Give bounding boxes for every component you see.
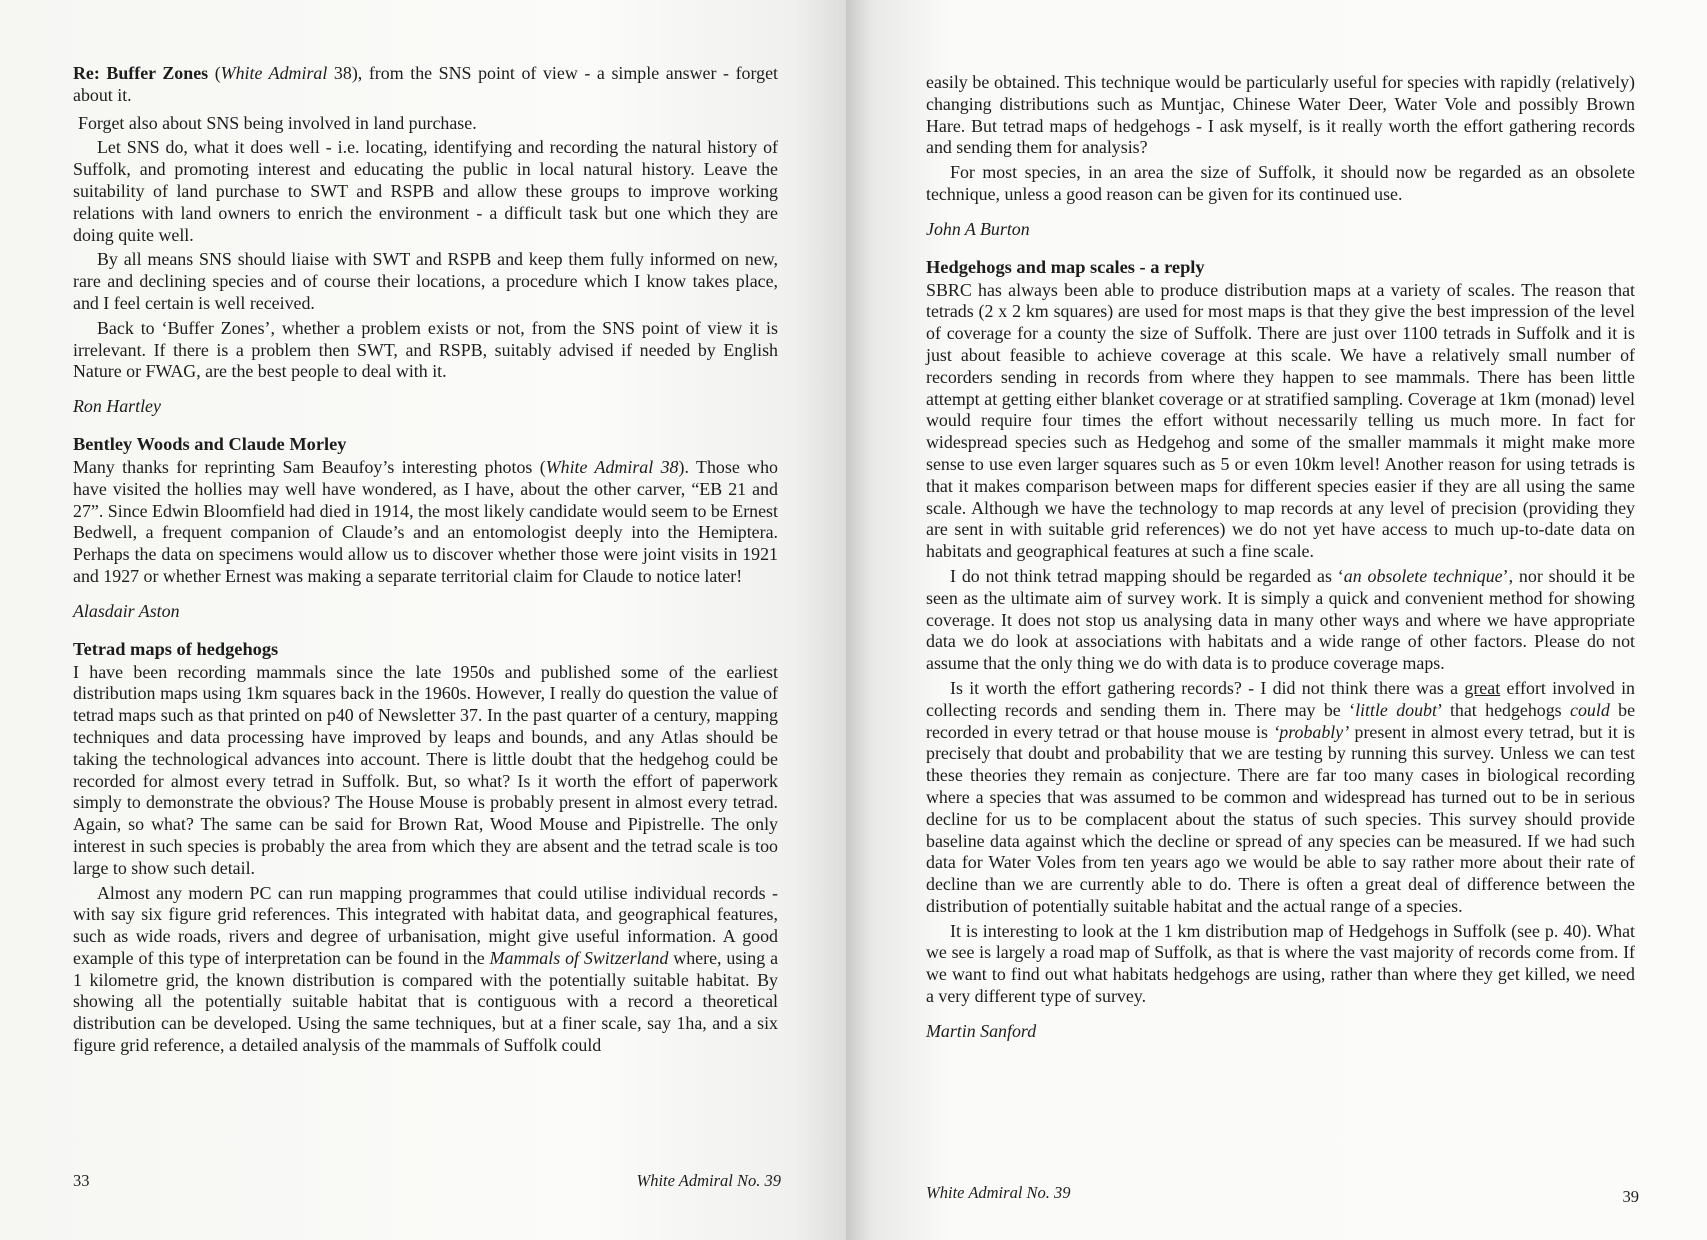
bentley-signature: Alasdair Aston <box>73 600 180 621</box>
tetrad-paragraph-b: where, using a 1 kilometre grid, the known distribution is compared with the potentially suitable habitat. By showing all the potentially suitable habitat that is contiguous with a record a theoretical distribution can be developed. Using the same techniques, but at a finer scale, say 1ha, and a six figure grid reference, a detailed analysis of the mammals of Suffolk could <box>73 947 779 1056</box>
reply-heading: Hedgehogs and map scales - a reply <box>926 256 1205 277</box>
right-page <box>846 0 1707 1240</box>
buffer-zones-signature: Ron Hartley <box>73 396 161 417</box>
bentley-paragraph <box>73 457 778 588</box>
reply-paragraph: SBRC has always been able to produce distribution maps at a variety of scales. The reason that tetrads (2 x 2 km squares) are used for most maps is that they give the best impression of the level of coverage for a county the size of Suffolk. There are just over 1100 tetrads in Suffolk and it is just about feasible to achieve coverage at this scale. We have a relatively small number of recorders sending in records from where they happen to see mammals. There has been little attempt at getting either blanket coverage or at stratified sampling. Coverage at 1km (monad) level would require four times the effort without necessarily telling us much more. In fact for widespread species such as Hedgehog and some of the smaller mammals it might make more sense to use even larger squares such as 5 or even 10km level! Another reason for using tetrads is that it makes comparison between maps for different species easier if they are all using the same scale. Although we have the technology to map records at any level of precision (providing they are sent in with suitable grid references) we do not yet have access to much up-to-date data on habitats and geographical features at such a fine scale. <box>926 279 1635 562</box>
running-footer-left: White Admiral No. 39 <box>636 1171 781 1190</box>
reply-p3-em3: ‘probably’ <box>1273 721 1350 742</box>
buffer-zones-paragraph: Back to ‘Buffer Zones’, whether a problem exists or not, from the SNS point of view it is irrelevant. If there is a problem then SWT, and RSPB, suitably advised if needed by English Nature or FWAG, are the best people to deal with it. <box>73 317 778 382</box>
bentley-paragraph-journal: White Admiral 38 <box>545 456 679 477</box>
reply-p3-b: effort involved in collecting records and sending them in. There may be ‘ <box>926 677 1635 720</box>
reply-paragraph <box>926 678 1635 918</box>
continuation-signature: John A Burton <box>926 218 1030 239</box>
reply-p3-em2: could <box>1570 699 1610 720</box>
reply-p3-a: Is it worth the effort gathering records? - I did not think there was a <box>950 677 1465 698</box>
bentley-paragraph-b: ). Those who have visited the hollies may well have wondered, as I have, about the other carver, “EB 21 and 27”. Since Edwin Bloomfield had died in 1914, the most likely candidate would seem to be Ernest Bedwell, a frequent companion of Claude’s and an entomologist deeply into the Hemiptera. Perhaps the data on specimens would allow us to discover whether those were joint visits in 1921 and 1927 or whether Ernest was making a separate territorial claim for Claude to notice later! <box>73 456 778 586</box>
tetrad-heading: Tetrad maps of hedgehogs <box>73 638 279 659</box>
reply-p3-d: be recorded in every tetrad or that house mouse is <box>926 699 1636 742</box>
buffer-zones-paragraph: By all means SNS should liaise with SWT and RSPB and keep them fully informed on new, rare and declining species and of course their locations, a procedure which I know takes place, and I feel certain is well received. <box>73 249 778 313</box>
reply-paragraph-quote: an obsolete technique <box>1343 565 1503 586</box>
reply-p3-c: ’ that hedgehogs <box>1436 699 1571 720</box>
tetrad-paragraph-a: Almost any modern PC can run mapping programmes that could utilise individual records - with say six figure grid references. This integrated with habitat data, and geographical features, such as wide roads, rivers and degree of urbanisation, might give useful information. A good example of this type of interpretation can be found in the <box>73 882 778 968</box>
buffer-zones-intro <box>73 63 778 107</box>
reply-paragraph: It is interesting to look at the 1 km distribution map of Hedgehogs in Suffolk (see p. 40). What we see is largely a road map of Suffolk, as that is where the vast majority of records come from. If we want to find out what habitats hedgehogs are using, rather than where they get killed, we need a very different type of survey. <box>926 920 1635 1007</box>
tetrad-paragraph <box>73 883 778 1057</box>
buffer-zones-heading: Re: Buffer Zones <box>73 63 209 83</box>
bentley-heading: Bentley Woods and Claude Morley <box>73 433 347 454</box>
continuation-paragraph: easily be obtained. This technique would be particularly useful for species with rapidly (relatively) changing distributions such as Muntjac, Chinese Water Deer, Water Vole and possibly Brown Hare. But tetrad maps of hedgehogs - I ask myself, is it really worth the effort gathering records and sending them for analysis? <box>926 72 1635 158</box>
reply-p3-em1: little doubt <box>1355 699 1437 720</box>
buffer-zones-heading-open: ( <box>208 63 221 83</box>
buffer-zones-paragraph: Forget also about SNS being involved in land purchase. <box>78 112 477 133</box>
left-page <box>0 0 846 1240</box>
reply-p3-underlined: great <box>1464 677 1501 698</box>
reply-paragraph-b: ’, nor should it be seen as the ultimate aim of survey work. It is simply a quick and convenient method for showing coverage. It does not stop us analysing data in many other ways and where we have appropriate data we do look at associations with habitats and a wide range of other factors. Please do not assume that the only thing we do with data is to produce coverage maps. <box>926 565 1635 674</box>
tetrad-paragraph-book: Mammals of Switzerland <box>489 947 669 968</box>
reply-paragraph <box>926 566 1635 675</box>
buffer-zones-paragraph: Let SNS do, what it does well - i.e. locating, identifying and recording the natural history of Suffolk, and promoting interest and educating the public in local natural history. Leave the suitability of land purchase to SWT and RSPB and allow these groups to improve working relations with land owners to enrich the environment - a difficult task but one which they are doing quite well. <box>73 137 778 245</box>
buffer-zones-heading-rest: 38), from the SNS point of view - a simple answer - forget about it. <box>73 63 778 105</box>
reply-paragraph-a: I do not think tetrad mapping should be regarded as ‘ <box>950 565 1344 586</box>
tetrad-paragraph: I have been recording mammals since the late 1950s and published some of the earliest distribution maps using 1km squares back in the 1960s. However, I really do question the value of tetrad maps such as that printed on p40 of Newsletter 37. In the past quarter of a century, mapping techniques and data processing have improved by leaps and bounds, and any Atlas should be taking the technological advances into account. There is little doubt that the hedgehog could be recorded for almost every tetrad in Suffolk. But, so what? Is it worth the effort of paperwork simply to demonstrate the obvious? The House Mouse is probably present in almost every tetrad. Again, so what? The same can be said for Brown Rat, Wood Mouse and Pipistrelle. The only interest in such species is probably the area from which they are absent and the tetrad scale is too large to show such detail. <box>73 661 778 878</box>
page-number-left: 33 <box>73 1171 90 1190</box>
buffer-zones-heading-journal: White Admiral <box>220 63 328 83</box>
reply-signature: Martin Sanford <box>926 1020 1037 1041</box>
right-page-text <box>926 72 1635 1043</box>
continuation-paragraph: For most species, in an area the size of Suffolk, it should now be regarded as an obsolete technique, unless a good reason can be given for its continued use. <box>926 162 1635 204</box>
left-page-text <box>73 63 778 1057</box>
bentley-paragraph-a: Many thanks for reprinting Sam Beaufoy’s interesting photos ( <box>73 456 546 477</box>
reply-p3-e: present in almost every tetrad, but it is precisely that doubt and probability that we are testing by running this survey. Unless we can test these theories they remain as conjecture. There are far too many cases in biological recording where a species that was assumed to be common and widespread has turned out to be in serious decline for us to be complacent about the status of such species. This survey should provide baseline data against which the decline or spread of any species can be measured. If we had such data for Water Voles from ten years ago we would be able to say rather more about their rate of decline than we are currently able to do. There is often a great deal of difference between the distribution of potentially suitable habitat and the actual range of a species. <box>926 721 1636 916</box>
page-number-right: 39 <box>1622 1187 1639 1206</box>
running-footer-right: White Admiral No. 39 <box>926 1183 1071 1202</box>
